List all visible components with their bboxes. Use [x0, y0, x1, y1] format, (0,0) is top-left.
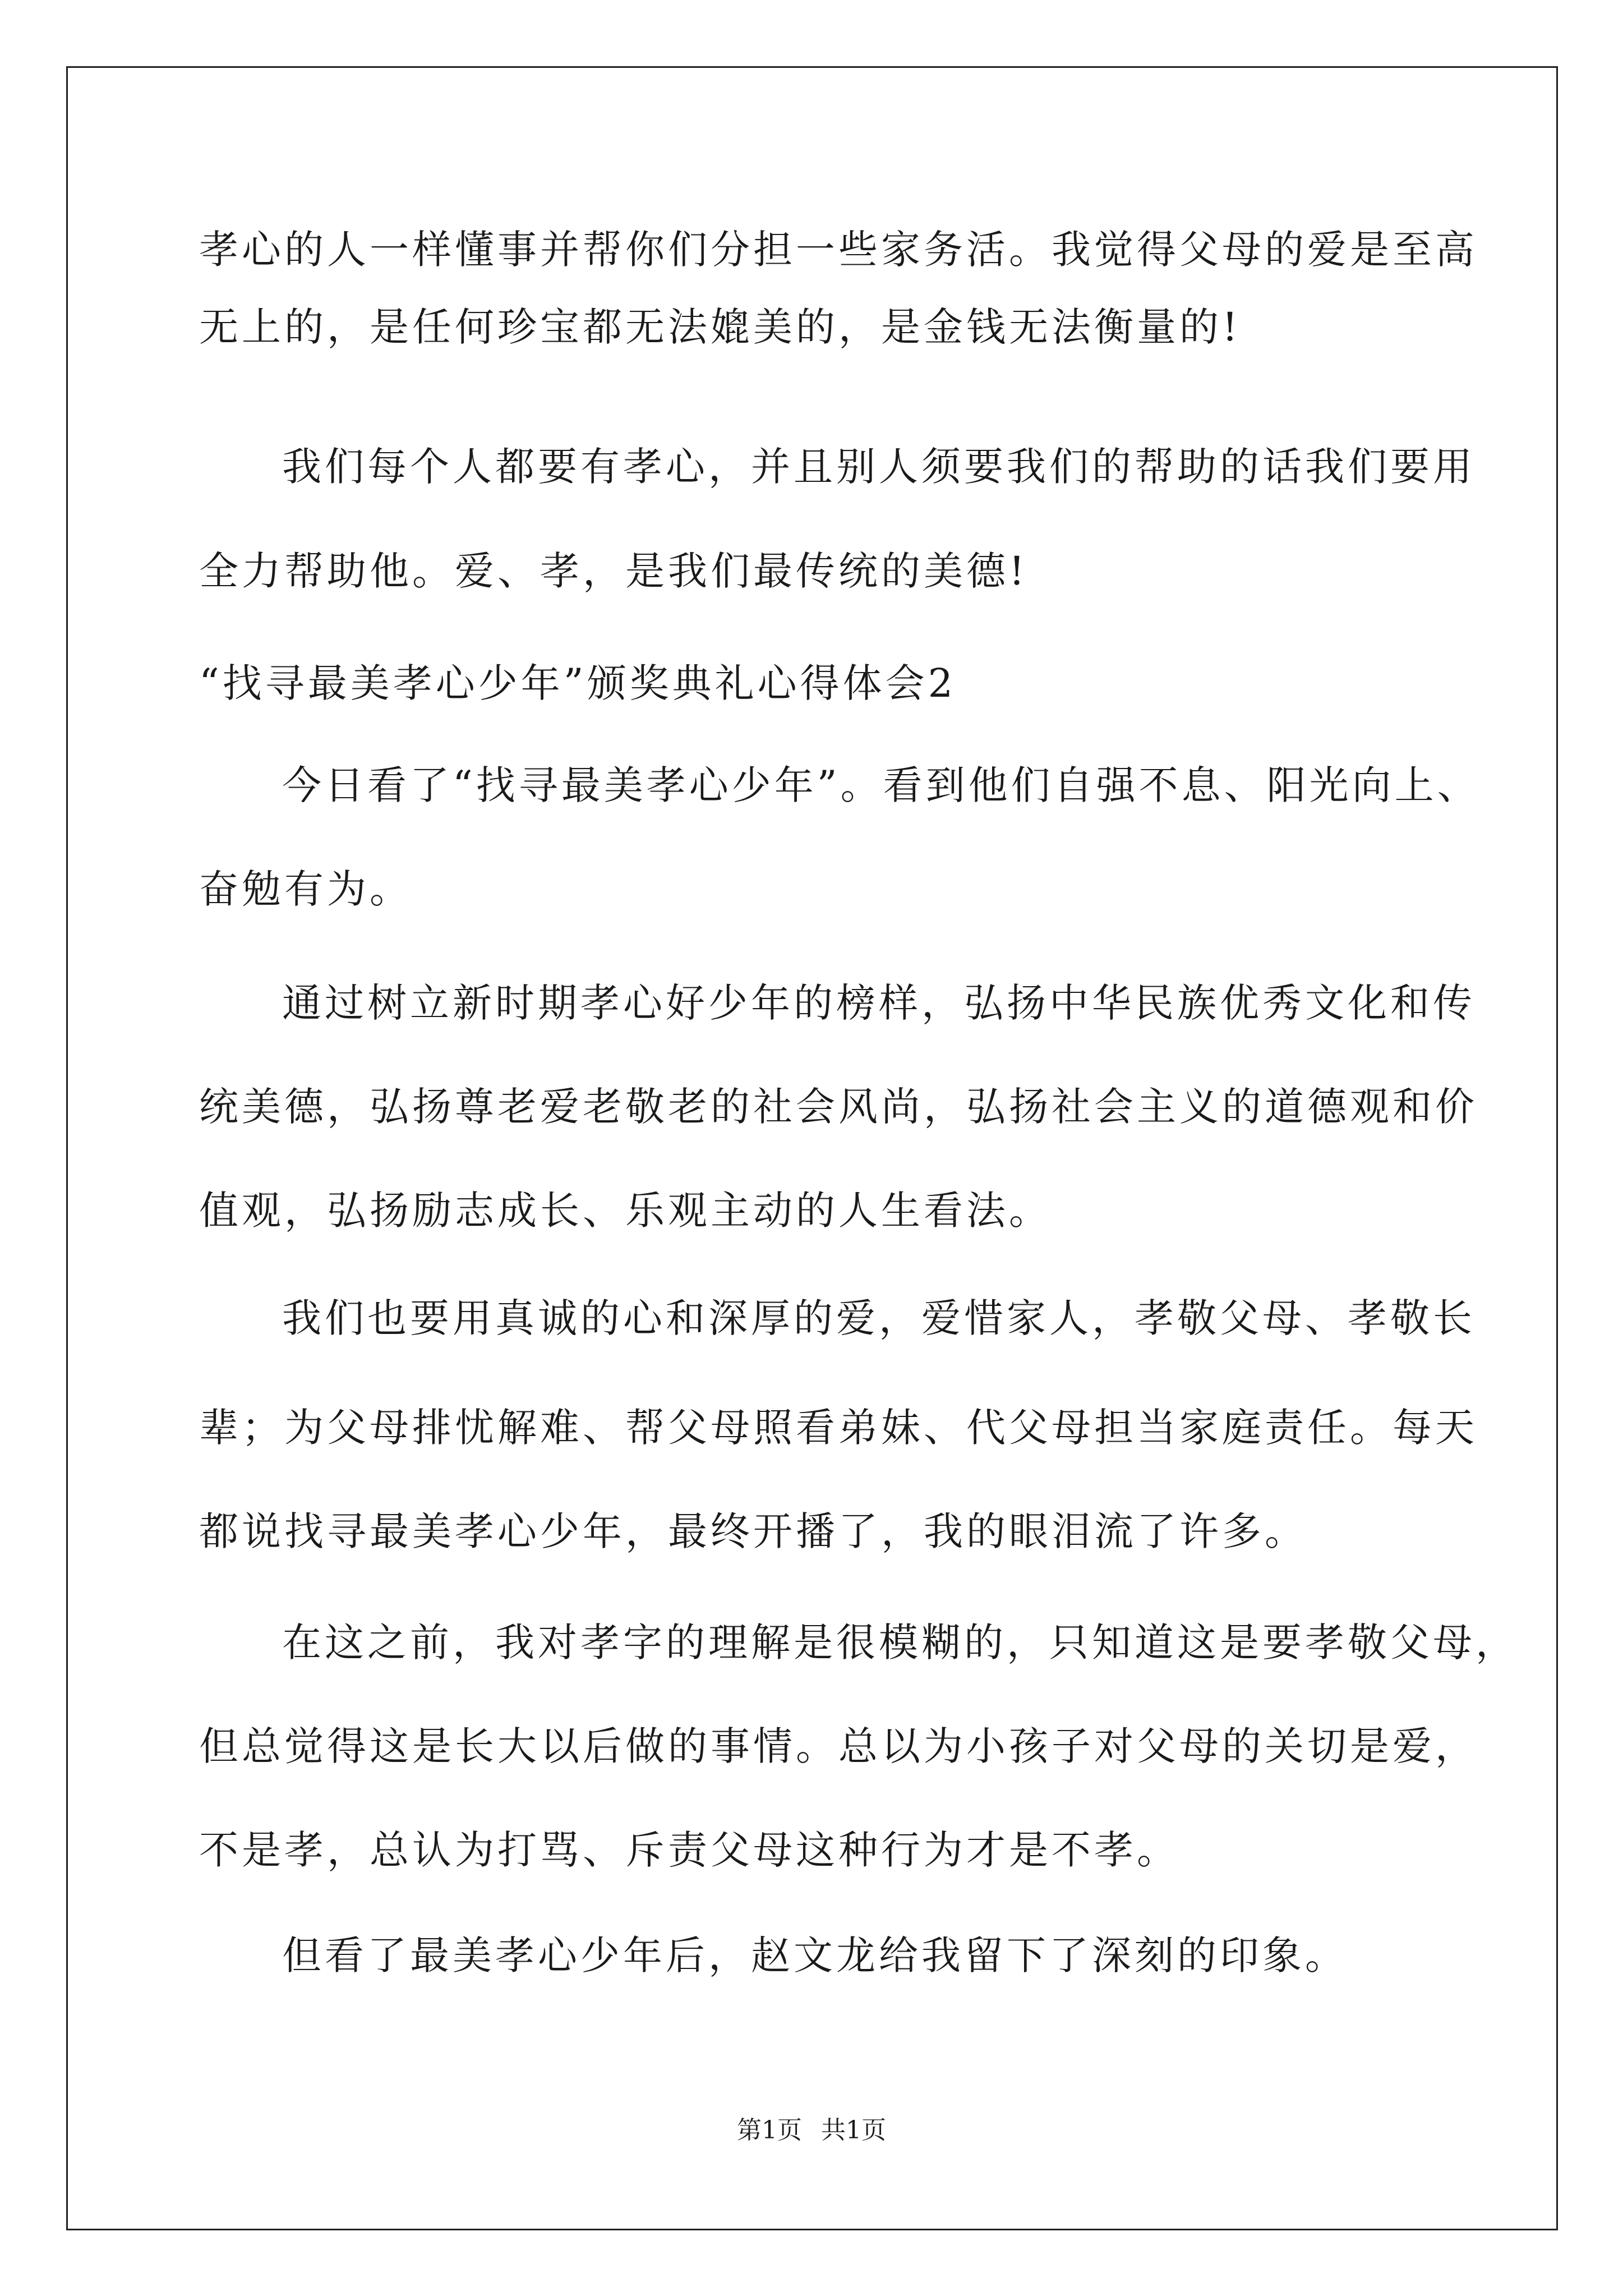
text-line: 奋勉有为。	[199, 866, 412, 912]
text-line: 但看了最美孝心少年后，赵文龙给我留下了深刻的印象。	[282, 1932, 1348, 1978]
page-number-current: 第1页	[737, 2116, 802, 2145]
text-line: 全力帮助他。爱、孝，是我们最传统的美德!	[199, 548, 1029, 594]
text-line: 今日看了“找寻最美孝心少年”。看到他们自强不息、阳光向上、	[282, 762, 1480, 808]
text-line: 我们每个人都要有孝心，并且别人须要我们的帮助的话我们要用	[282, 444, 1476, 490]
text-line: 辈；为父母排忧解难、帮父母照看弟妹、代父母担当家庭责任。每天	[199, 1405, 1478, 1451]
page-number-total: 共1页	[821, 2116, 886, 2145]
text-line: 通过树立新时期孝心好少年的榜样，弘扬中华民族优秀文化和传	[282, 980, 1476, 1026]
text-line: 在这之前，我对孝字的理解是很模糊的，只知道这是要孝敬父母，	[282, 1619, 1518, 1665]
page-footer	[0, 2116, 1623, 2145]
text-line: 不是孝，总认为打骂、斥责父母这种行为才是不孝。	[199, 1827, 1179, 1873]
text-line: 但总觉得这是长大以后做的事情。总以为小孩子对父母的关切是爱，	[199, 1723, 1478, 1769]
text-line: 孝心的人一样懂事并帮你们分担一些家务活。我觉得父母的爱是至高	[199, 227, 1478, 273]
section-heading: “找寻最美孝心少年”颁奖典礼心得体会2	[199, 660, 957, 706]
text-line: 统美德，弘扬尊老爱老敬老的社会风尚，弘扬社会主义的道德观和价	[199, 1084, 1478, 1130]
text-line: 值观，弘扬励志成长、乐观主动的人生看法。	[199, 1188, 1052, 1234]
text-line: 我们也要用真诚的心和深厚的爱，爱惜家人，孝敬父母、孝敬长	[282, 1295, 1476, 1341]
page-border	[66, 66, 1558, 2230]
text-line: 无上的，是任何珍宝都无法媲美的，是金钱无法衡量的!	[199, 304, 1242, 350]
text-line: 都说找寻最美孝心少年，最终开播了，我的眼泪流了许多。	[199, 1508, 1307, 1554]
